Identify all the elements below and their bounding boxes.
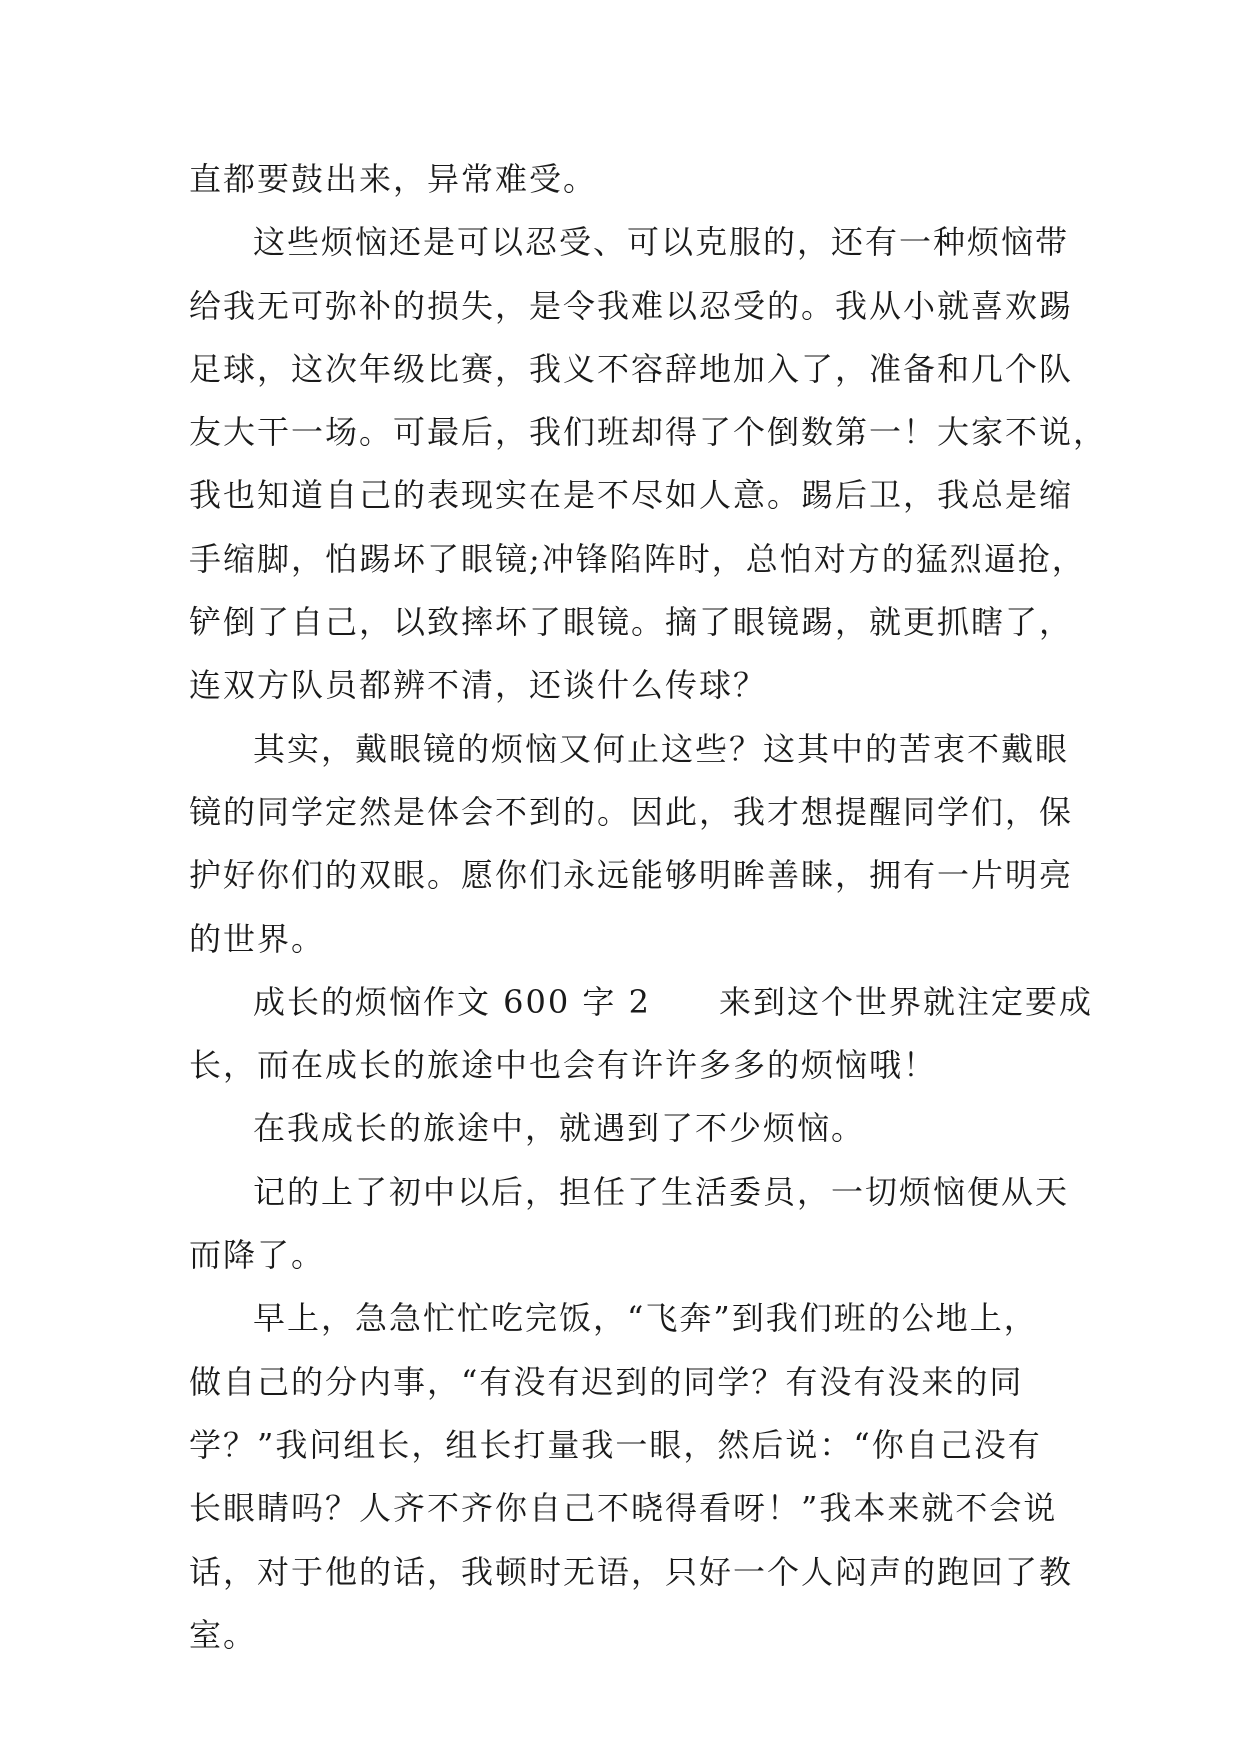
text-line: 这些烦恼还是可以忍受、可以克服的，还有一种烦恼带: [253, 223, 1070, 262]
text-line: 长，而在成长的旅途中也会有许许多多的烦恼哦！: [189, 1046, 938, 1085]
text-line: 长眼睛吗？人齐不齐你自己不晓得看呀！”我本来就不会说: [189, 1489, 1058, 1528]
text-line: 记的上了初中以后，担任了生活委员，一切烦恼便从天: [253, 1172, 1070, 1211]
text-line: 足球，这次年级比赛，我义不容辞地加入了，准备和几个队: [189, 349, 1074, 388]
text-line: 成长的烦恼作文 600 字 2 来到这个世界就注定要成: [253, 982, 1093, 1021]
text-line: 给我无可弥补的损失，是令我难以忍受的。我从小就喜欢踢: [189, 286, 1074, 325]
text-line: 早上，急急忙忙吃完饭，“飞奔”到我们班的公地上，: [253, 1299, 1038, 1338]
text-line: 其实，戴眼镜的烦恼又何止这些？这其中的苦衷不戴眼: [253, 729, 1070, 768]
text-line: 直都要鼓出来，异常难受。: [189, 160, 598, 198]
text-line: 手缩脚，怕踢坏了眼镜;冲锋陷阵时，总怕对方的猛烈逼抢，: [189, 539, 1086, 578]
text-line: 而降了。: [189, 1236, 326, 1275]
text-line: 护好你们的双眼。愿你们永远能够明眸善睐，拥有一片明亮: [189, 856, 1074, 895]
text-line: 铲倒了自己，以致摔坏了眼镜。摘了眼镜踢，就更抓瞎了，: [189, 603, 1074, 642]
text-line: 镜的同学定然是体会不到的。因此，我才想提醒同学们，保: [189, 792, 1074, 831]
text-line: 话，对于他的话，我顿时无语，只好一个人闷声的跑回了教: [189, 1552, 1074, 1591]
text-line: 连双方队员都辨不清，还谈什么传球？: [189, 666, 768, 705]
text-line: 我也知道自己的表现实在是不尽如人意。踢后卫，我总是缩: [189, 476, 1074, 515]
text-line: 学？”我问组长，组长打量我一眼，然后说：“你自己没有: [189, 1425, 1042, 1464]
text-line: 友大干一场。可最后，我们班却得了个倒数第一！大家不说，: [189, 413, 1108, 452]
text-line: 的世界。: [189, 919, 326, 958]
text-line: 室。: [189, 1615, 258, 1654]
text-line: 做自己的分内事，“有没有迟到的同学？有没有没来的同: [189, 1362, 1024, 1401]
text-line: 在我成长的旅途中，就遇到了不少烦恼。: [253, 1109, 866, 1148]
document-body: [189, 148, 1108, 1667]
